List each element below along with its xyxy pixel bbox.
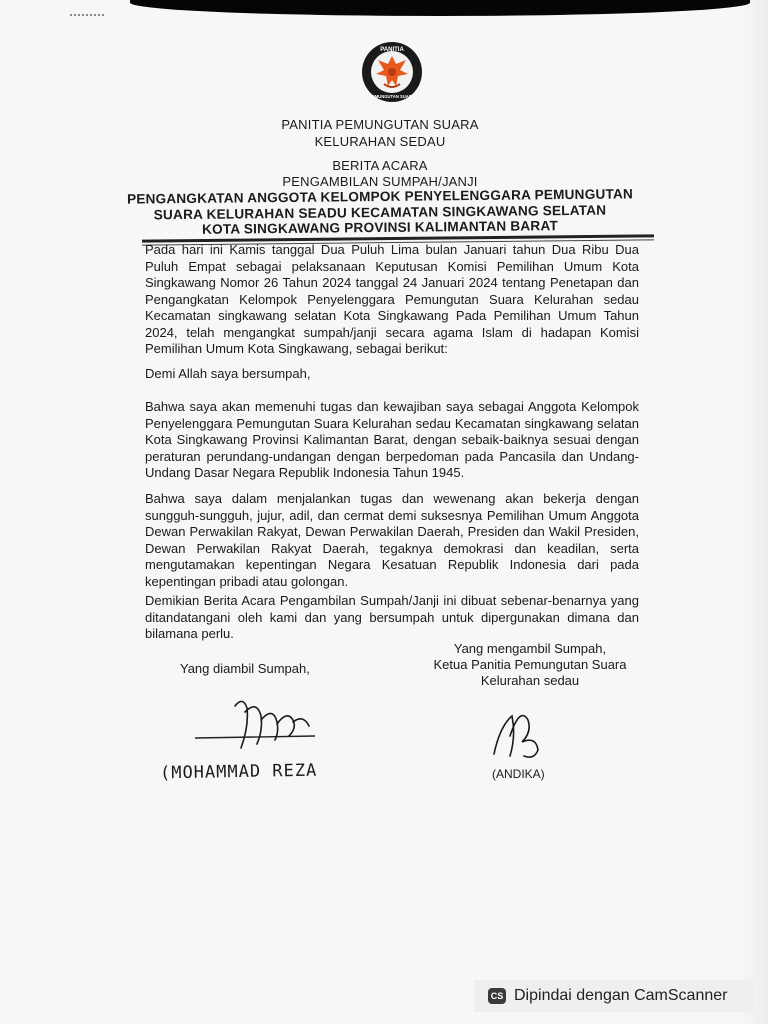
paragraph-oath-start: Demi Allah saya bersumpah, <box>145 366 311 381</box>
camscanner-watermark <box>474 980 754 1012</box>
doc-subject-line3: KOTA SINGKAWANG PROVINSI KALIMANTAN BARAT <box>202 218 558 237</box>
scan-mark <box>70 14 106 16</box>
doc-subtitle: PENGAMBILAN SUMPAH/JANJI <box>282 174 478 189</box>
paragraph-oath-conduct: Bahwa saya dalam menjalankan tugas dan wewenang akan bekerja dengan sungguh-sungguh, jujur, adil, dan cermat demi suksesnya Pemilihan Umum Anggota Dewan Perwakilan Rakyat, Dewan Perwakilan Daerah, Presiden dan Wakil Presiden, Dewan Perwakilan Rakyat Daerah, tegaknya demokrasi dan keadilan, serta mengutamakan kepentingan Negara Kesatuan Republik Indonesia dari pada kepentingan pribadi atau golongan. <box>145 491 639 589</box>
chairman-signature <box>486 696 556 771</box>
oath-taker-org: Kelurahan sedau <box>480 673 580 688</box>
paragraph-opening: Pada hari ini Kamis tanggal Dua Puluh Lima bulan Januari tahun Dua Ribu Dua Puluh Empat sebagai pelaksanaan Keputusan Komisi Pemilihan Umum Kota Singkawang Nomor 26 Tahun 2024 tanggal 24 Januari 2024 tentang Penetapan dan Pengangkatan Kelompok Penyelenggara Pemungutan Suara Kelurahan sedau Kecamatan singkawang selatan Kota Singkawang Pada Pemilihan Umum Tahun 2024, telah mengangkat sumpah/janji secara agama Islam di hadapan Komisi Pemilihan Umum Kota Singkawang, sebagai berikut: <box>145 242 639 356</box>
paragraph-closing: Demikian Berita Acara Pengambilan Sumpah/Janji ini dibuat sebenar-benarnya yang ditandatangani oleh kami dan yang bersumpah untuk dipergunakan dimana dan bilamana perlu. <box>145 593 639 641</box>
camscanner-icon: CS <box>488 988 506 1004</box>
oath-taker-role: Ketua Panitia Pemungutan Suara <box>433 657 627 672</box>
camscanner-text: Dipindai dengan CamScanner <box>514 987 728 1004</box>
doc-subject-line1: PENGANGKATAN ANGGOTA KELOMPOK PENYELENGGARA PEMUNGUTAN <box>126 186 634 207</box>
doc-subject-line2: SUARA KELURAHAN SEADU KECAMATAN SINGKAWANG SELATAN <box>153 202 607 223</box>
org-subname: KELURAHAN SEDAU <box>314 134 446 149</box>
scan-top-shadow <box>130 0 750 16</box>
org-name: PANITIA PEMUNGUTAN SUARA <box>281 117 479 132</box>
paragraph-oath-duty: Bahwa saya akan memenuhi tugas dan kewajiban saya sebagai Anggota Kelompok Penyelenggara Pemungutan Suara Kelurahan sedau Kecamatan singkawang selatan Kota Singkawang Provinsi Kalimantan Barat, dengan sebaik-baiknya sesuai dengan peraturan perundang-undangan dengan berpedoman pada Pancasila dan Undang-Undang Dasar Negara Republik Indonesia Tahun 1945. <box>145 399 639 480</box>
pps-logo <box>360 40 424 104</box>
oath-taker-label: Yang mengambil Sumpah, <box>453 641 607 656</box>
document-page <box>110 16 740 986</box>
chairman-name: (ANDIKA) <box>492 767 545 781</box>
scan-edge-shade <box>738 0 768 1024</box>
sworn-member-signature <box>165 686 345 756</box>
sworn-member-name: (MOHAMMAD REZA <box>159 760 318 784</box>
svg-text:PANITIA: PANITIA <box>380 47 404 53</box>
doc-title: BERITA ACARA <box>332 158 428 173</box>
garuda-emblem-icon <box>360 40 424 104</box>
sworn-member-label: Yang diambil Sumpah, <box>180 661 310 676</box>
svg-text:PEMUNGUTAN SUARA: PEMUNGUTAN SUARA <box>369 94 415 99</box>
